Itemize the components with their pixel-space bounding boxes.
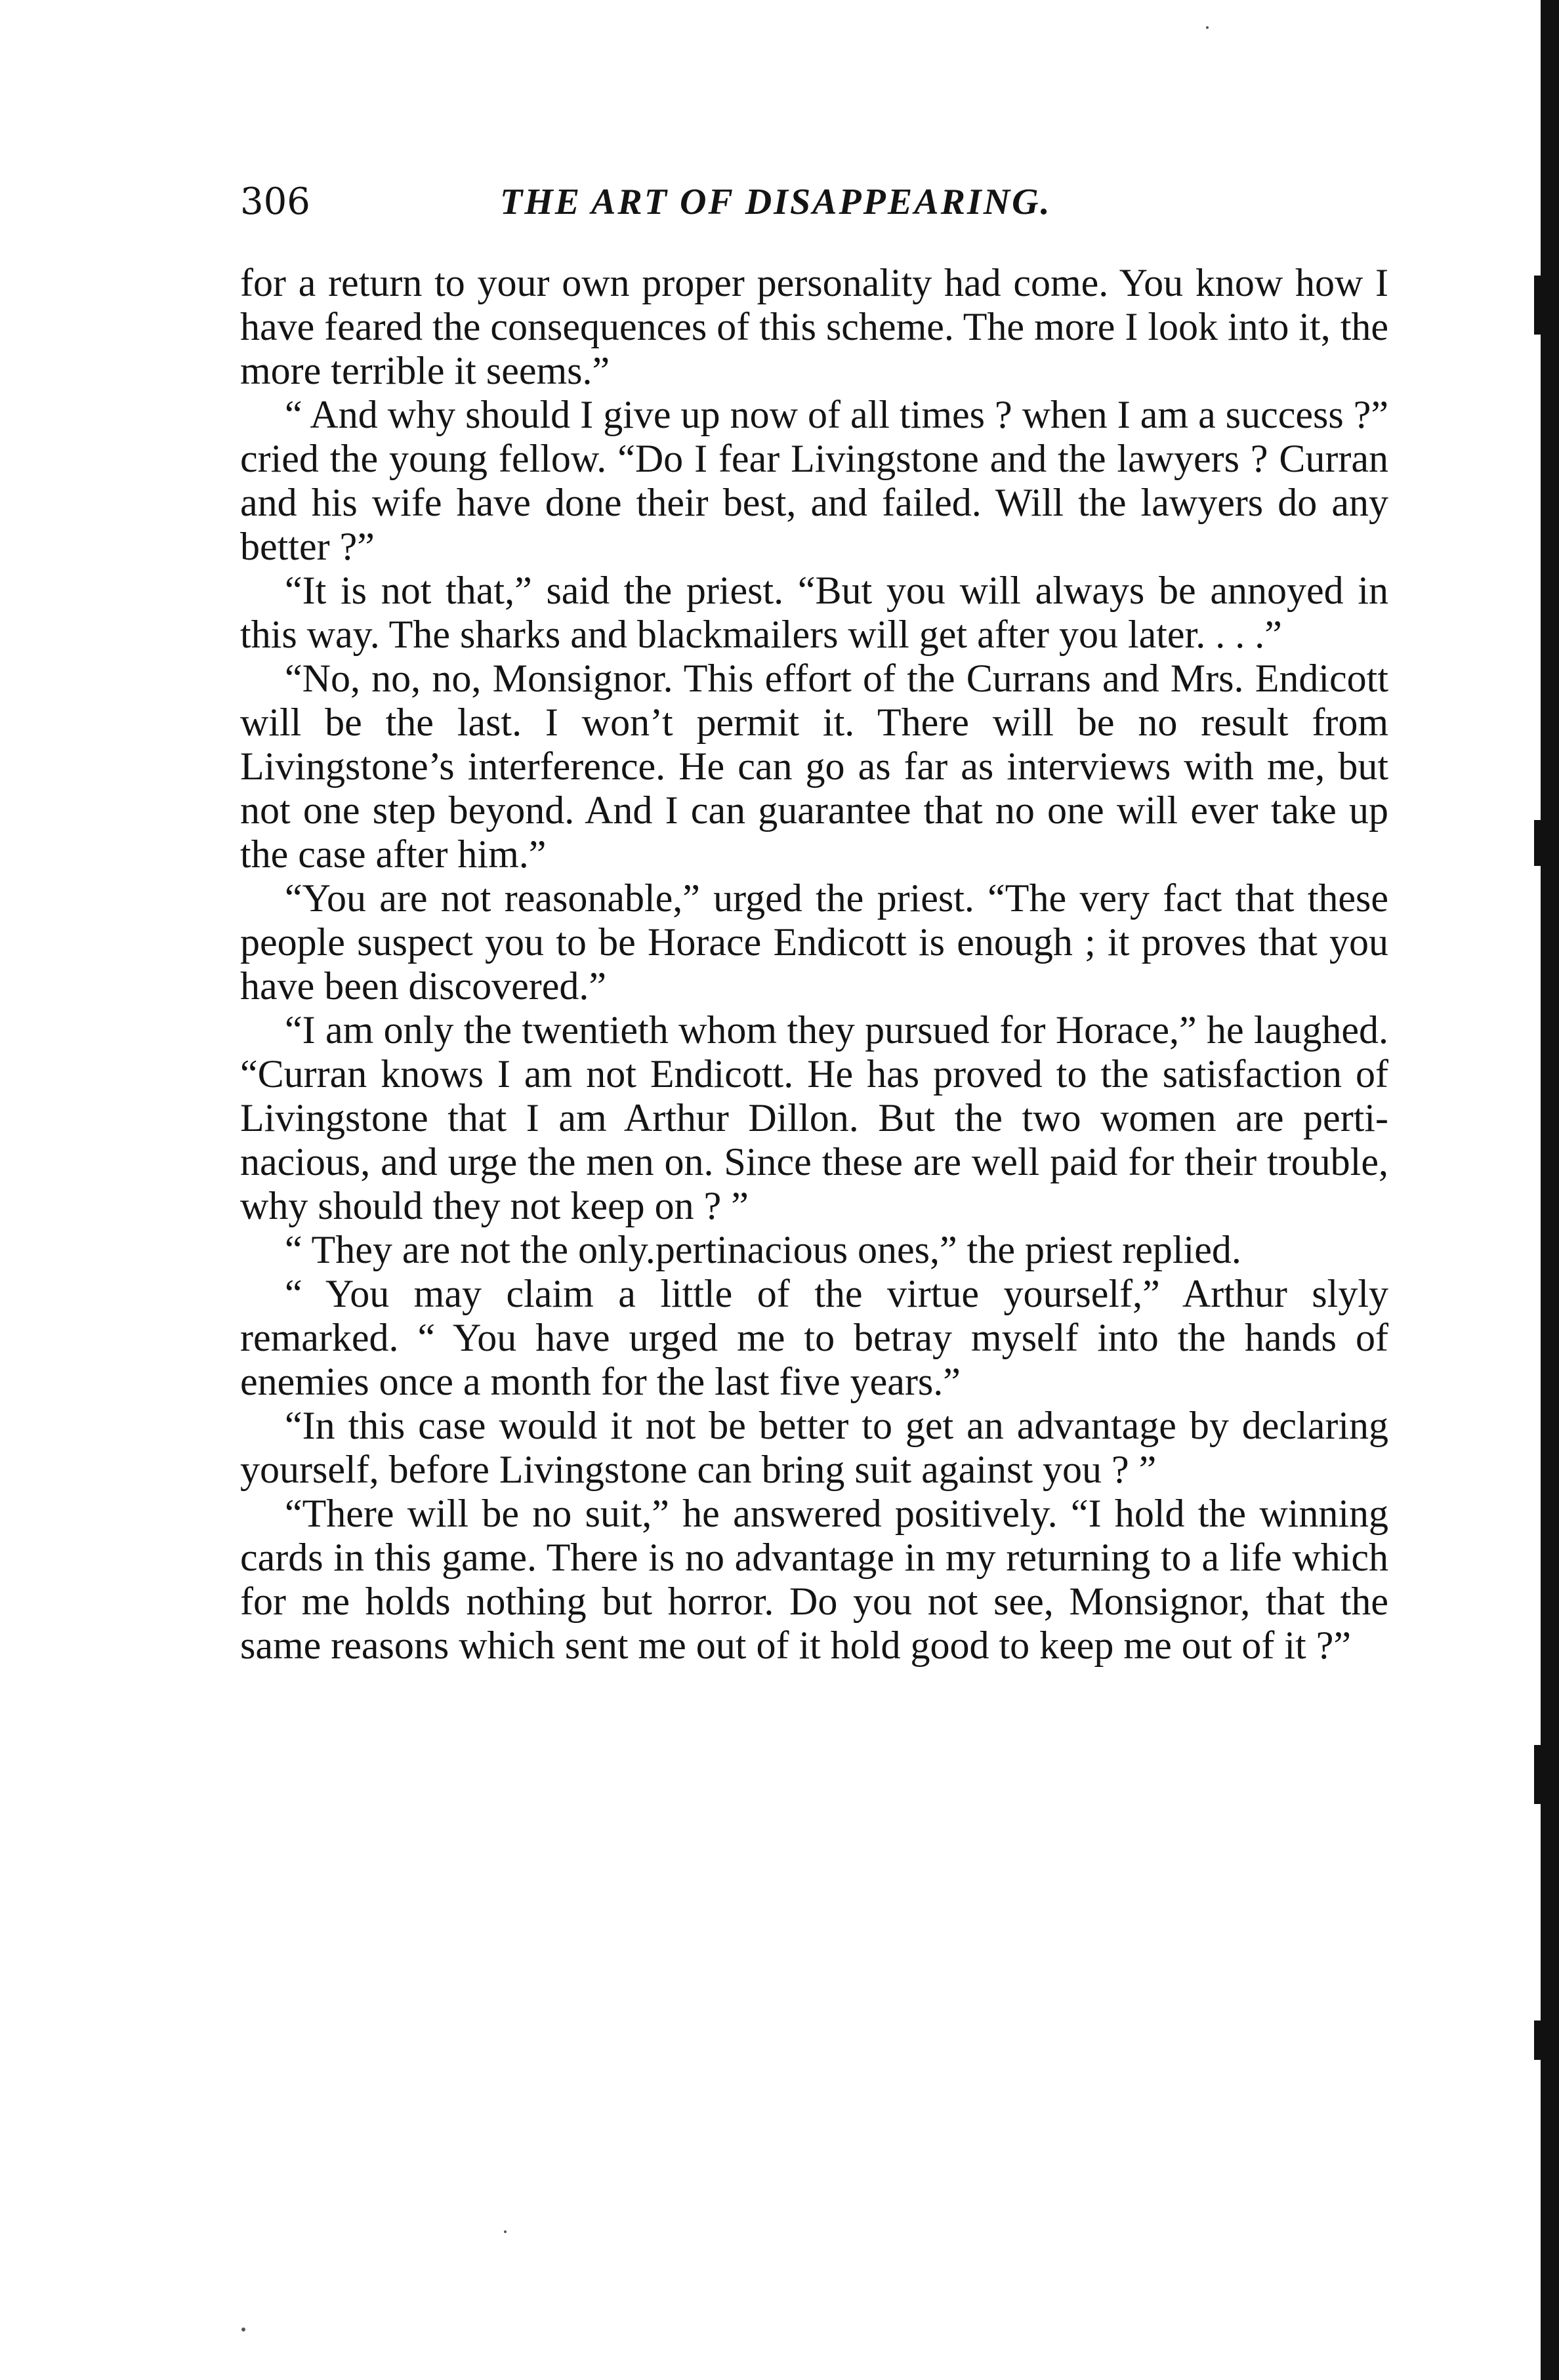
paper-speck	[504, 2230, 507, 2233]
paragraph: “There will be no suit,” he answered positively. “I hold the winning cards in this game. There is no advantage in my returning to a life which for me holds nothing but horror. Do you not see, Monsignor, that the same reasons which sent me out of it hold good to keep me out of it ?”	[240, 1492, 1388, 1667]
running-header	[240, 176, 1388, 228]
paragraph: “You are not reasonable,” urged the priest. “The very fact that these people suspect you to be Horace Endicott is enough ; it proves that you have been discovered.”	[240, 876, 1388, 1008]
paragraph: “I am only the twentieth whom they pursued for Horace,” he laughed. “Curran knows I am not Endicott. He has proved to the satisfaction of Livingstone that I am Arthur Dillon. But the two women are pertinacious, and urge the men on. Since these are well paid for their trouble, why should they not keep on ? ”	[240, 1008, 1388, 1227]
page-edge-mark	[1534, 820, 1546, 866]
page-number: 306	[240, 180, 310, 223]
paper-speck	[1206, 26, 1209, 29]
page-edge-mark	[1534, 276, 1546, 335]
page-edge-mark	[1534, 1745, 1546, 1804]
body-text	[240, 261, 1388, 1668]
paragraph: “ They are not the only.pertinacious ones,” the priest replied.	[285, 1228, 1241, 1271]
paragraph: “In this case would it not be better to get an advantage by declaring yourself, before Livingstone can bring suit against you ? ”	[240, 1404, 1388, 1491]
running-title: THE ART OF DISAPPEARING.	[500, 182, 1052, 222]
paragraph: “ And why should I give up now of all times ? when I am a success ?” cried the young fellow. “Do I fear Livingstone and the lawyers ? Curran and his wife have done their best, and failed. Will the lawyers do any better ?”	[240, 393, 1388, 568]
paragraph: “ You may claim a little of the virtue yourself,” Arthur slyly remarked. “ You have urged me to betray myself into the hands of enemies once a month for the last five years.”	[240, 1272, 1388, 1403]
paragraph: “It is not that,” said the priest. “But you will always be annoyed in this way. The sharks and blackmailers will get after you later. . . .”	[240, 569, 1388, 656]
paragraph: for a return to your own proper personality had come. You know how I have feared the consequences of this scheme. The more I look into it, the more terrible it seems.”	[240, 261, 1388, 392]
paragraph: “No, no, no, Monsignor. This effort of the Currans and Mrs. Endicott will be the last. I won’t permit it. There will be no result from Livingstone’s interference. He can go as far as interviews with me, but not one step beyond. And I can guarantee that no one will ever take up the case after him.”	[240, 657, 1388, 876]
page-edge-mark	[1534, 2021, 1546, 2060]
paper-speck	[241, 2328, 245, 2331]
